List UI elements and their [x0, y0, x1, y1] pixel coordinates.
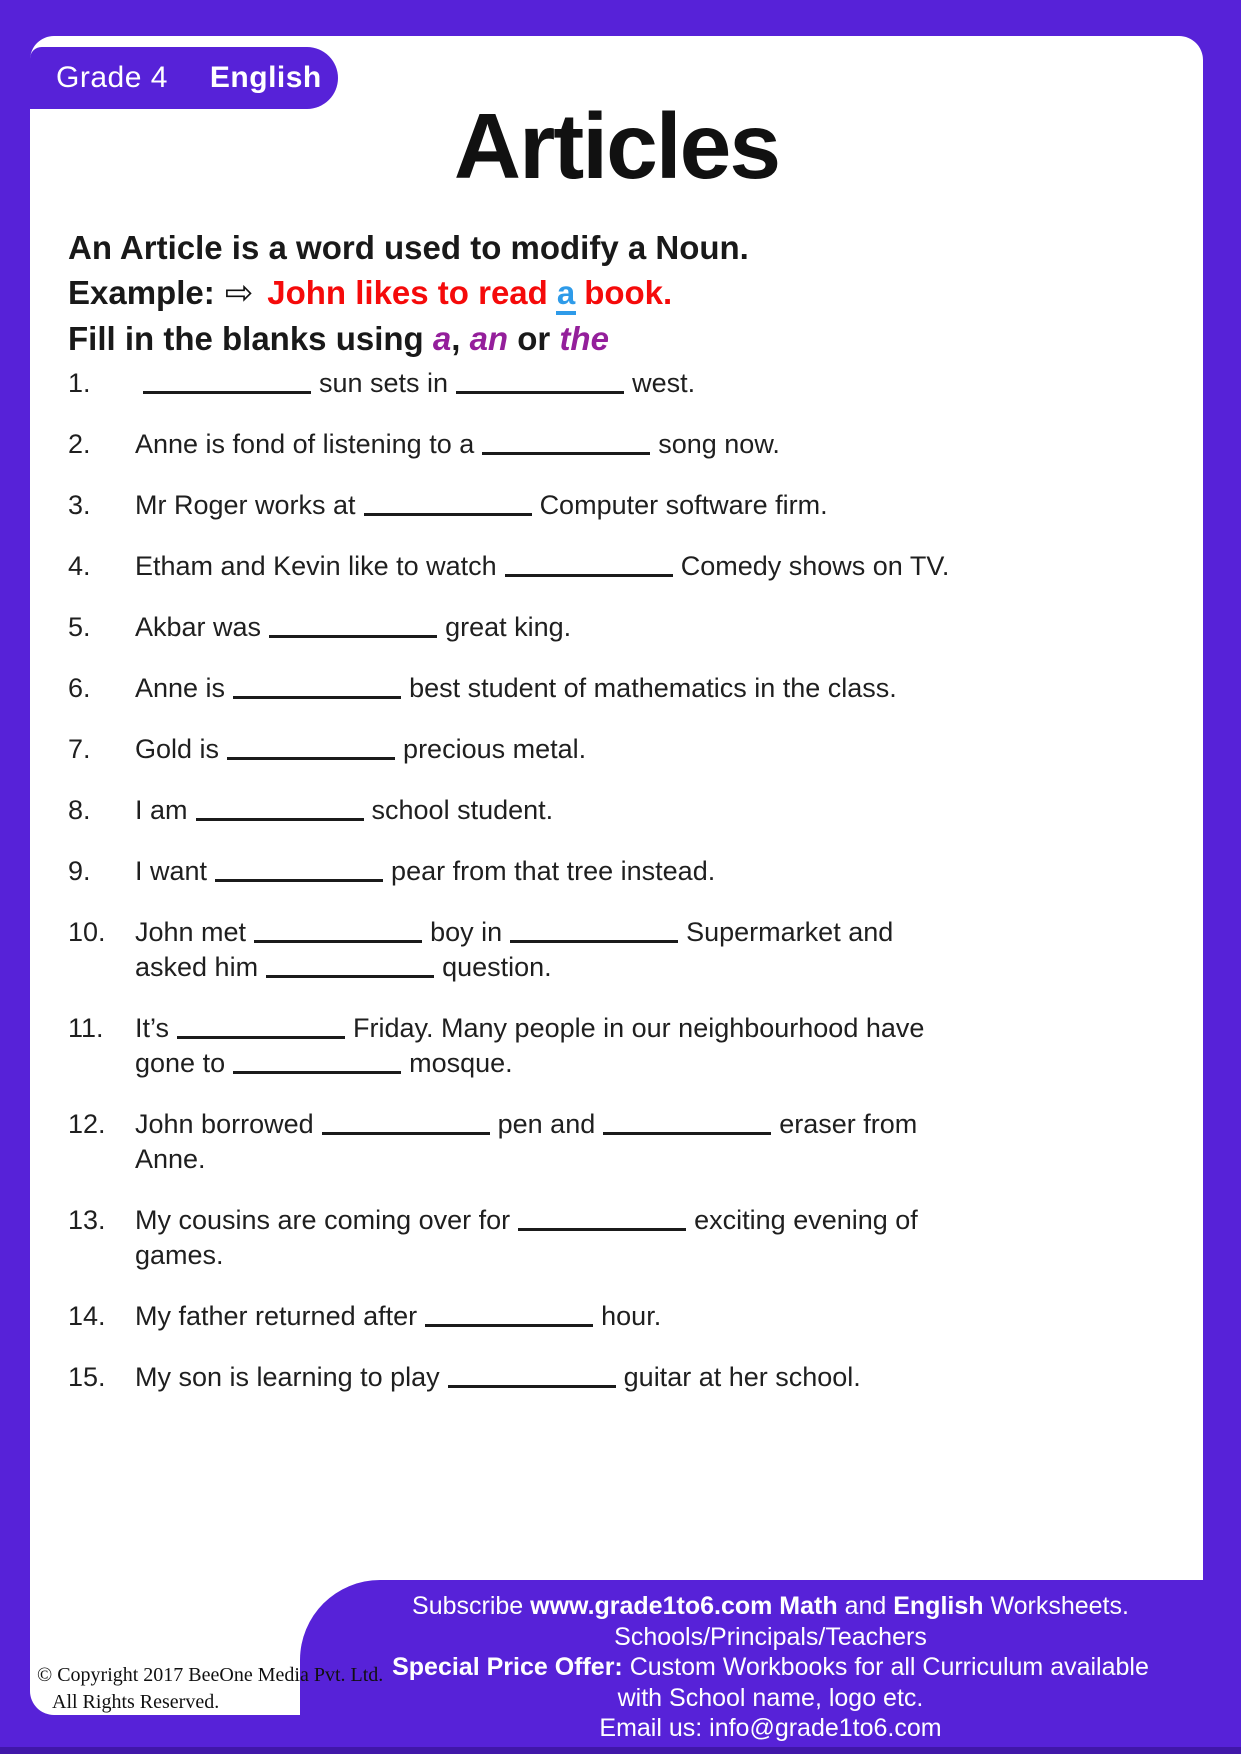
footer-line	[300, 1652, 1241, 1683]
question-segment: exciting evening of	[694, 1205, 918, 1235]
footer-segment: English	[893, 1592, 984, 1620]
question-number: 2.	[68, 429, 91, 459]
question-number: 15.	[68, 1362, 106, 1392]
blank-line	[603, 1130, 771, 1135]
question-number: 9.	[68, 856, 91, 886]
question-row	[68, 610, 1148, 645]
footer-line	[300, 1622, 1241, 1653]
question-row	[68, 549, 1148, 584]
example-sentence-start: John likes to read	[267, 274, 548, 311]
question-text	[135, 1299, 1148, 1334]
footer-line	[300, 1683, 1241, 1714]
example-label: Example:	[68, 274, 215, 311]
question-segment: gone to	[135, 1048, 226, 1078]
question-line	[135, 1360, 1148, 1395]
question-row	[68, 488, 1148, 523]
question-line	[135, 427, 1148, 462]
question-segment: question.	[442, 952, 552, 982]
footer-segment: Email us: info@grade1to6.com	[599, 1714, 942, 1742]
question-number: 11.	[68, 1013, 104, 1043]
question-segment: Anne.	[135, 1144, 206, 1174]
copyright-line2: All Rights Reserved.	[52, 1691, 220, 1713]
question-segment: west.	[632, 368, 696, 398]
question-row	[68, 854, 1148, 889]
blank-line	[482, 450, 650, 455]
question-row	[68, 1360, 1148, 1395]
question-number: 1.	[68, 368, 91, 398]
question-row	[68, 915, 1148, 985]
question-segment: boy in	[430, 917, 503, 947]
question-segment: It’s	[135, 1013, 170, 1043]
question-number: 7.	[68, 734, 91, 764]
question-line	[135, 671, 1148, 706]
question-segment: precious metal.	[403, 734, 587, 764]
example-line	[68, 270, 1168, 316]
question-segment: song now.	[658, 429, 780, 459]
question-segment: school student.	[371, 795, 554, 825]
question-line	[135, 1046, 1148, 1081]
blank-line	[254, 938, 422, 943]
blank-line	[227, 755, 395, 760]
blank-line	[196, 816, 364, 821]
question-line	[135, 1238, 1148, 1273]
question-text	[135, 1360, 1148, 1395]
question-text	[135, 1107, 1148, 1177]
footer-segment: Subscribe	[412, 1592, 531, 1620]
copyright-line1: © Copyright 2017 BeeOne Media Pvt. Ltd.	[37, 1664, 384, 1686]
question-segment: John met	[135, 917, 247, 947]
grade-label: Grade 4	[56, 61, 168, 94]
question-text	[135, 610, 1148, 645]
question-text	[135, 793, 1148, 828]
right-arrow-icon: ⇨	[224, 273, 254, 313]
question-line	[135, 1203, 1148, 1238]
question-text	[135, 1011, 1148, 1081]
blank-line	[233, 1069, 401, 1074]
question-segment: Etham and Kevin like to watch	[135, 551, 497, 581]
question-segment: Supermarket and	[686, 917, 894, 947]
question-segment: Friday. Many people in our neighbourhood have	[353, 1013, 925, 1043]
question-number: 8.	[68, 795, 91, 825]
example-sentence-end: book.	[584, 274, 673, 311]
question-line	[135, 488, 1148, 523]
definition-text: An Article is a word used to modify a Noun.	[68, 229, 749, 266]
question-line	[135, 854, 1148, 889]
question-row	[68, 366, 1148, 401]
separator: ,	[451, 320, 470, 357]
question-number: 13.	[68, 1205, 106, 1235]
article-option-a: a	[432, 320, 452, 357]
question-row	[68, 1011, 1148, 1081]
question-row	[68, 427, 1148, 462]
footer-segment: and	[837, 1592, 894, 1620]
blank-line	[456, 389, 624, 394]
blank-line	[233, 694, 401, 699]
question-line	[135, 915, 1148, 950]
question-segment: guitar at her school.	[623, 1362, 861, 1392]
question-text	[135, 915, 1148, 985]
question-text	[135, 427, 1148, 462]
question-row	[68, 1203, 1148, 1273]
question-segment: games.	[135, 1240, 224, 1270]
question-segment: My cousins are coming over for	[135, 1205, 511, 1235]
question-text	[135, 366, 1148, 401]
question-line	[135, 732, 1148, 767]
footer-segment: Schools/Principals/Teachers	[614, 1622, 927, 1651]
question-line	[135, 793, 1148, 828]
question-line	[135, 366, 1148, 401]
blank-line	[364, 511, 532, 516]
blank-line	[177, 1034, 345, 1039]
blank-line	[143, 389, 311, 394]
footer-segment: Worksheets.	[983, 1592, 1129, 1620]
question-line	[135, 1107, 1148, 1142]
blank-line	[425, 1322, 593, 1327]
blank-line	[448, 1383, 616, 1388]
article-option-an: an	[469, 320, 509, 357]
question-text	[135, 732, 1148, 767]
blank-line	[510, 938, 678, 943]
question-text	[135, 549, 1148, 584]
example-article: a	[556, 274, 576, 315]
question-segment: pen and	[497, 1109, 596, 1139]
footer-segment: Custom Workbooks for all Curriculum available	[622, 1653, 1149, 1681]
questions-list	[68, 366, 1148, 1421]
subject-label: English	[209, 61, 322, 94]
question-segment: Computer software firm.	[539, 490, 828, 520]
article-option-the: the	[559, 320, 609, 357]
question-line	[135, 1011, 1148, 1046]
question-segment: eraser from	[779, 1109, 918, 1139]
question-line	[135, 1299, 1148, 1334]
question-line	[135, 549, 1148, 584]
question-line	[135, 950, 1148, 985]
question-segment: asked him	[135, 952, 259, 982]
question-row	[68, 1299, 1148, 1334]
footer-line	[300, 1713, 1241, 1744]
question-segment: best student of mathematics in the class.	[409, 673, 897, 703]
question-number: 14.	[68, 1301, 106, 1331]
question-text	[135, 854, 1148, 889]
question-segment: Comedy shows on TV.	[680, 551, 950, 581]
question-text	[135, 1203, 1148, 1273]
question-text	[135, 488, 1148, 523]
question-segment: I want	[135, 856, 208, 886]
question-row	[68, 671, 1148, 706]
question-row	[68, 793, 1148, 828]
question-row	[68, 732, 1148, 767]
question-row	[68, 1107, 1148, 1177]
question-segment: My father returned after	[135, 1301, 418, 1331]
blank-line	[505, 572, 673, 577]
copyright-note	[37, 1662, 383, 1716]
blank-line	[322, 1130, 490, 1135]
question-number: 6.	[68, 673, 91, 703]
question-segment: pear from that tree instead.	[391, 856, 716, 886]
question-line	[135, 1142, 1148, 1177]
footer-line	[300, 1591, 1241, 1622]
footer-segment: with School name, logo etc.	[617, 1683, 924, 1712]
question-segment: My son is learning to play	[135, 1362, 440, 1392]
intro-section	[68, 225, 1168, 361]
separator: or	[508, 320, 560, 357]
blank-line	[518, 1226, 686, 1231]
question-segment: Anne is	[135, 673, 226, 703]
bottom-edge-strip	[0, 1747, 1241, 1754]
page-title: Articles	[453, 94, 780, 198]
question-segment: sun sets in	[319, 368, 449, 398]
question-segment: I am	[135, 795, 188, 825]
question-number: 3.	[68, 490, 91, 520]
blank-line	[215, 877, 383, 882]
question-number: 4.	[68, 551, 91, 581]
question-segment: Akbar was	[135, 612, 262, 642]
question-segment: great king.	[445, 612, 572, 642]
question-segment: hour.	[601, 1301, 662, 1331]
instruction-prefix: Fill in the blanks using	[68, 320, 424, 357]
footer-band	[300, 1580, 1241, 1754]
blank-line	[269, 633, 437, 638]
question-number: 5.	[68, 612, 91, 642]
question-segment: Anne is fond of listening to a	[135, 429, 475, 459]
question-line	[135, 610, 1148, 645]
question-number: 10.	[68, 917, 106, 947]
question-segment: Mr Roger works at	[135, 490, 356, 520]
instruction-line	[68, 316, 1168, 361]
question-segment: Gold is	[135, 734, 220, 764]
question-text	[135, 671, 1148, 706]
question-segment: mosque.	[409, 1048, 513, 1078]
footer-segment: www.grade1to6.com Math	[530, 1592, 838, 1620]
question-segment: John borrowed	[135, 1109, 314, 1139]
question-number: 12.	[68, 1109, 106, 1139]
footer-segment: Special Price Offer:	[392, 1653, 623, 1681]
blank-line	[266, 973, 434, 978]
